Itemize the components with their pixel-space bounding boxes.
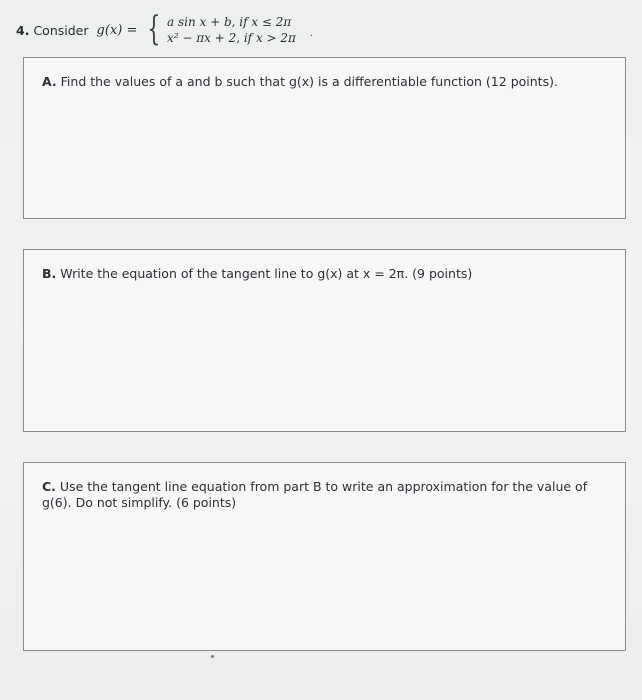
part-a-letter: A. (42, 74, 57, 89)
piecewise-case-1: a sin x + b, if x ≤ 2π (166, 15, 292, 29)
question-header (16, 8, 313, 52)
part-a-text: Find the values of a and b such that g(x) is a differentiable function (12 points). (60, 74, 558, 89)
part-c-letter: C. (42, 479, 56, 494)
question-intro: Consider (33, 22, 89, 38)
question-number: 4. (16, 22, 30, 38)
part-b-prompt (42, 266, 601, 282)
trailing-period: . (309, 27, 314, 39)
piecewise-cases (167, 14, 296, 46)
part-c-text: Use the tangent line equation from part B to write an approximation for the value of g(6). Do not simplify. (6 points) (42, 479, 588, 510)
function-definition-lhs: g(x) = (96, 22, 138, 38)
answer-box-part-c[interactable] (23, 462, 626, 651)
part-b-text: Write the equation of the tangent line to g(x) at x = 2π. (9 points) (60, 266, 473, 281)
answer-box-part-b[interactable] (23, 249, 626, 432)
part-a-prompt (42, 74, 601, 90)
part-b-letter: B. (42, 266, 57, 281)
answer-box-part-a[interactable] (23, 57, 626, 219)
part-c-prompt (42, 479, 601, 511)
piecewise-brace: { (147, 9, 161, 49)
piecewise-case-2: x² − πx + 2, if x > 2π (166, 31, 296, 45)
stray-pen-mark (211, 655, 214, 658)
